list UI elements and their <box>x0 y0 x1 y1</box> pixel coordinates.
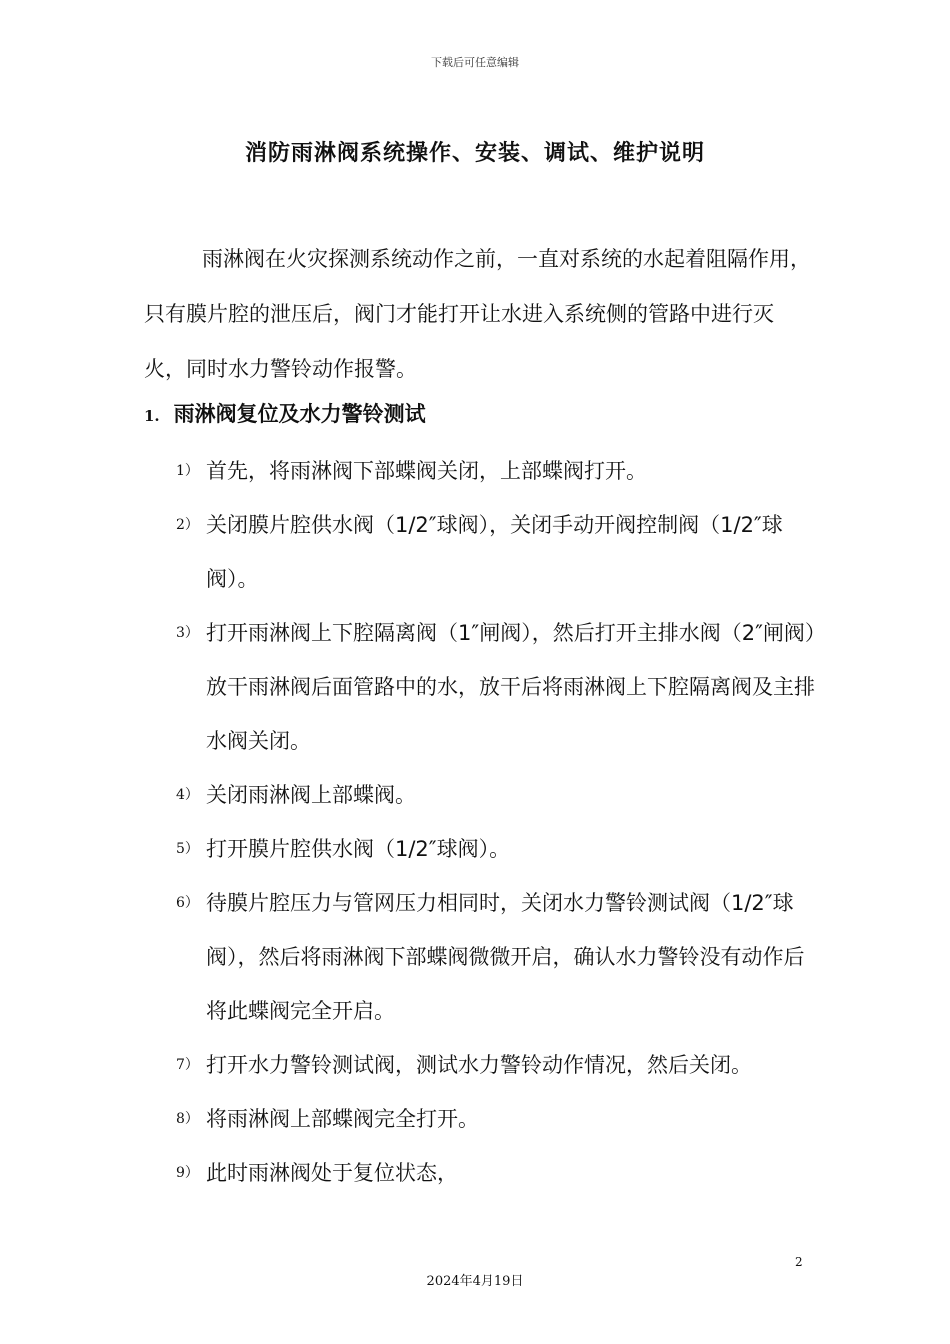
step-number: 3） <box>176 625 199 641</box>
step-text: 将雨淋阀上部蝶阀完全打开。 <box>206 1107 479 1131</box>
step-text: 打开膜片腔供水阀（1/2″球阀）。 <box>206 837 511 861</box>
steps-list <box>176 444 816 1200</box>
step-text: 关闭膜片腔供水阀（1/2″球阀），关闭手动开阀控制阀（1/2″球阀）。 <box>206 513 783 591</box>
step-text: 关闭雨淋阀上部蝶阀。 <box>206 783 416 807</box>
step-number: 6） <box>176 895 199 911</box>
step-text: 待膜片腔压力与管网压力相同时，关闭水力警铃测试阀（1/2″球阀），然后将雨淋阀下部蝶阀微微开启，确认水力警铃没有动作后将此蝶阀完全开启。 <box>206 891 805 1023</box>
list-item <box>176 822 816 876</box>
step-number: 5） <box>176 841 199 857</box>
list-item <box>176 498 816 606</box>
intro-paragraph: 雨淋阀在火灾探测系统动作之前，一直对系统的水起着阻隔作用，只有膜片腔的泄压后，阀门才能打开让水进入系统侧的管路中进行灭火，同时水力警铃动作报警。 <box>144 247 811 381</box>
section-number: 1. <box>144 407 160 425</box>
step-text: 打开水力警铃测试阀，测试水力警铃动作情况，然后关闭。 <box>206 1053 752 1077</box>
section-heading <box>144 398 426 428</box>
step-number: 2） <box>176 517 199 533</box>
step-number: 9） <box>176 1165 199 1181</box>
step-text: 首先，将雨淋阀下部蝶阀关闭，上部蝶阀打开。 <box>206 459 647 483</box>
step-number: 8） <box>176 1111 199 1127</box>
step-number: 4） <box>176 787 199 803</box>
step-number: 1） <box>176 463 199 479</box>
list-item <box>176 606 816 768</box>
list-item <box>176 1092 816 1146</box>
document-title: 消防雨淋阀系统操作、安装、调试、维护说明 <box>244 141 705 166</box>
step-text: 打开雨淋阀上下腔隔离阀（1″闸阀），然后打开主排水阀（2″闸阀）放干雨淋阀后面管路中的水，放干后将雨淋阀上下腔隔离阀及主排水阀关闭。 <box>206 621 816 753</box>
list-item <box>176 876 816 1038</box>
page-number: 2 <box>795 1255 803 1269</box>
list-item <box>176 1038 816 1092</box>
section-title: 雨淋阀复位及水力警铃测试 <box>173 402 426 426</box>
footer-date: 2024年4月19日 <box>426 1274 524 1289</box>
list-item <box>176 768 816 822</box>
header-note: 下载后可任意编辑 <box>431 56 519 69</box>
list-item <box>176 444 816 498</box>
step-number: 7） <box>176 1057 199 1073</box>
step-text: 此时雨淋阀处于复位状态， <box>206 1161 458 1185</box>
list-item <box>176 1146 816 1200</box>
